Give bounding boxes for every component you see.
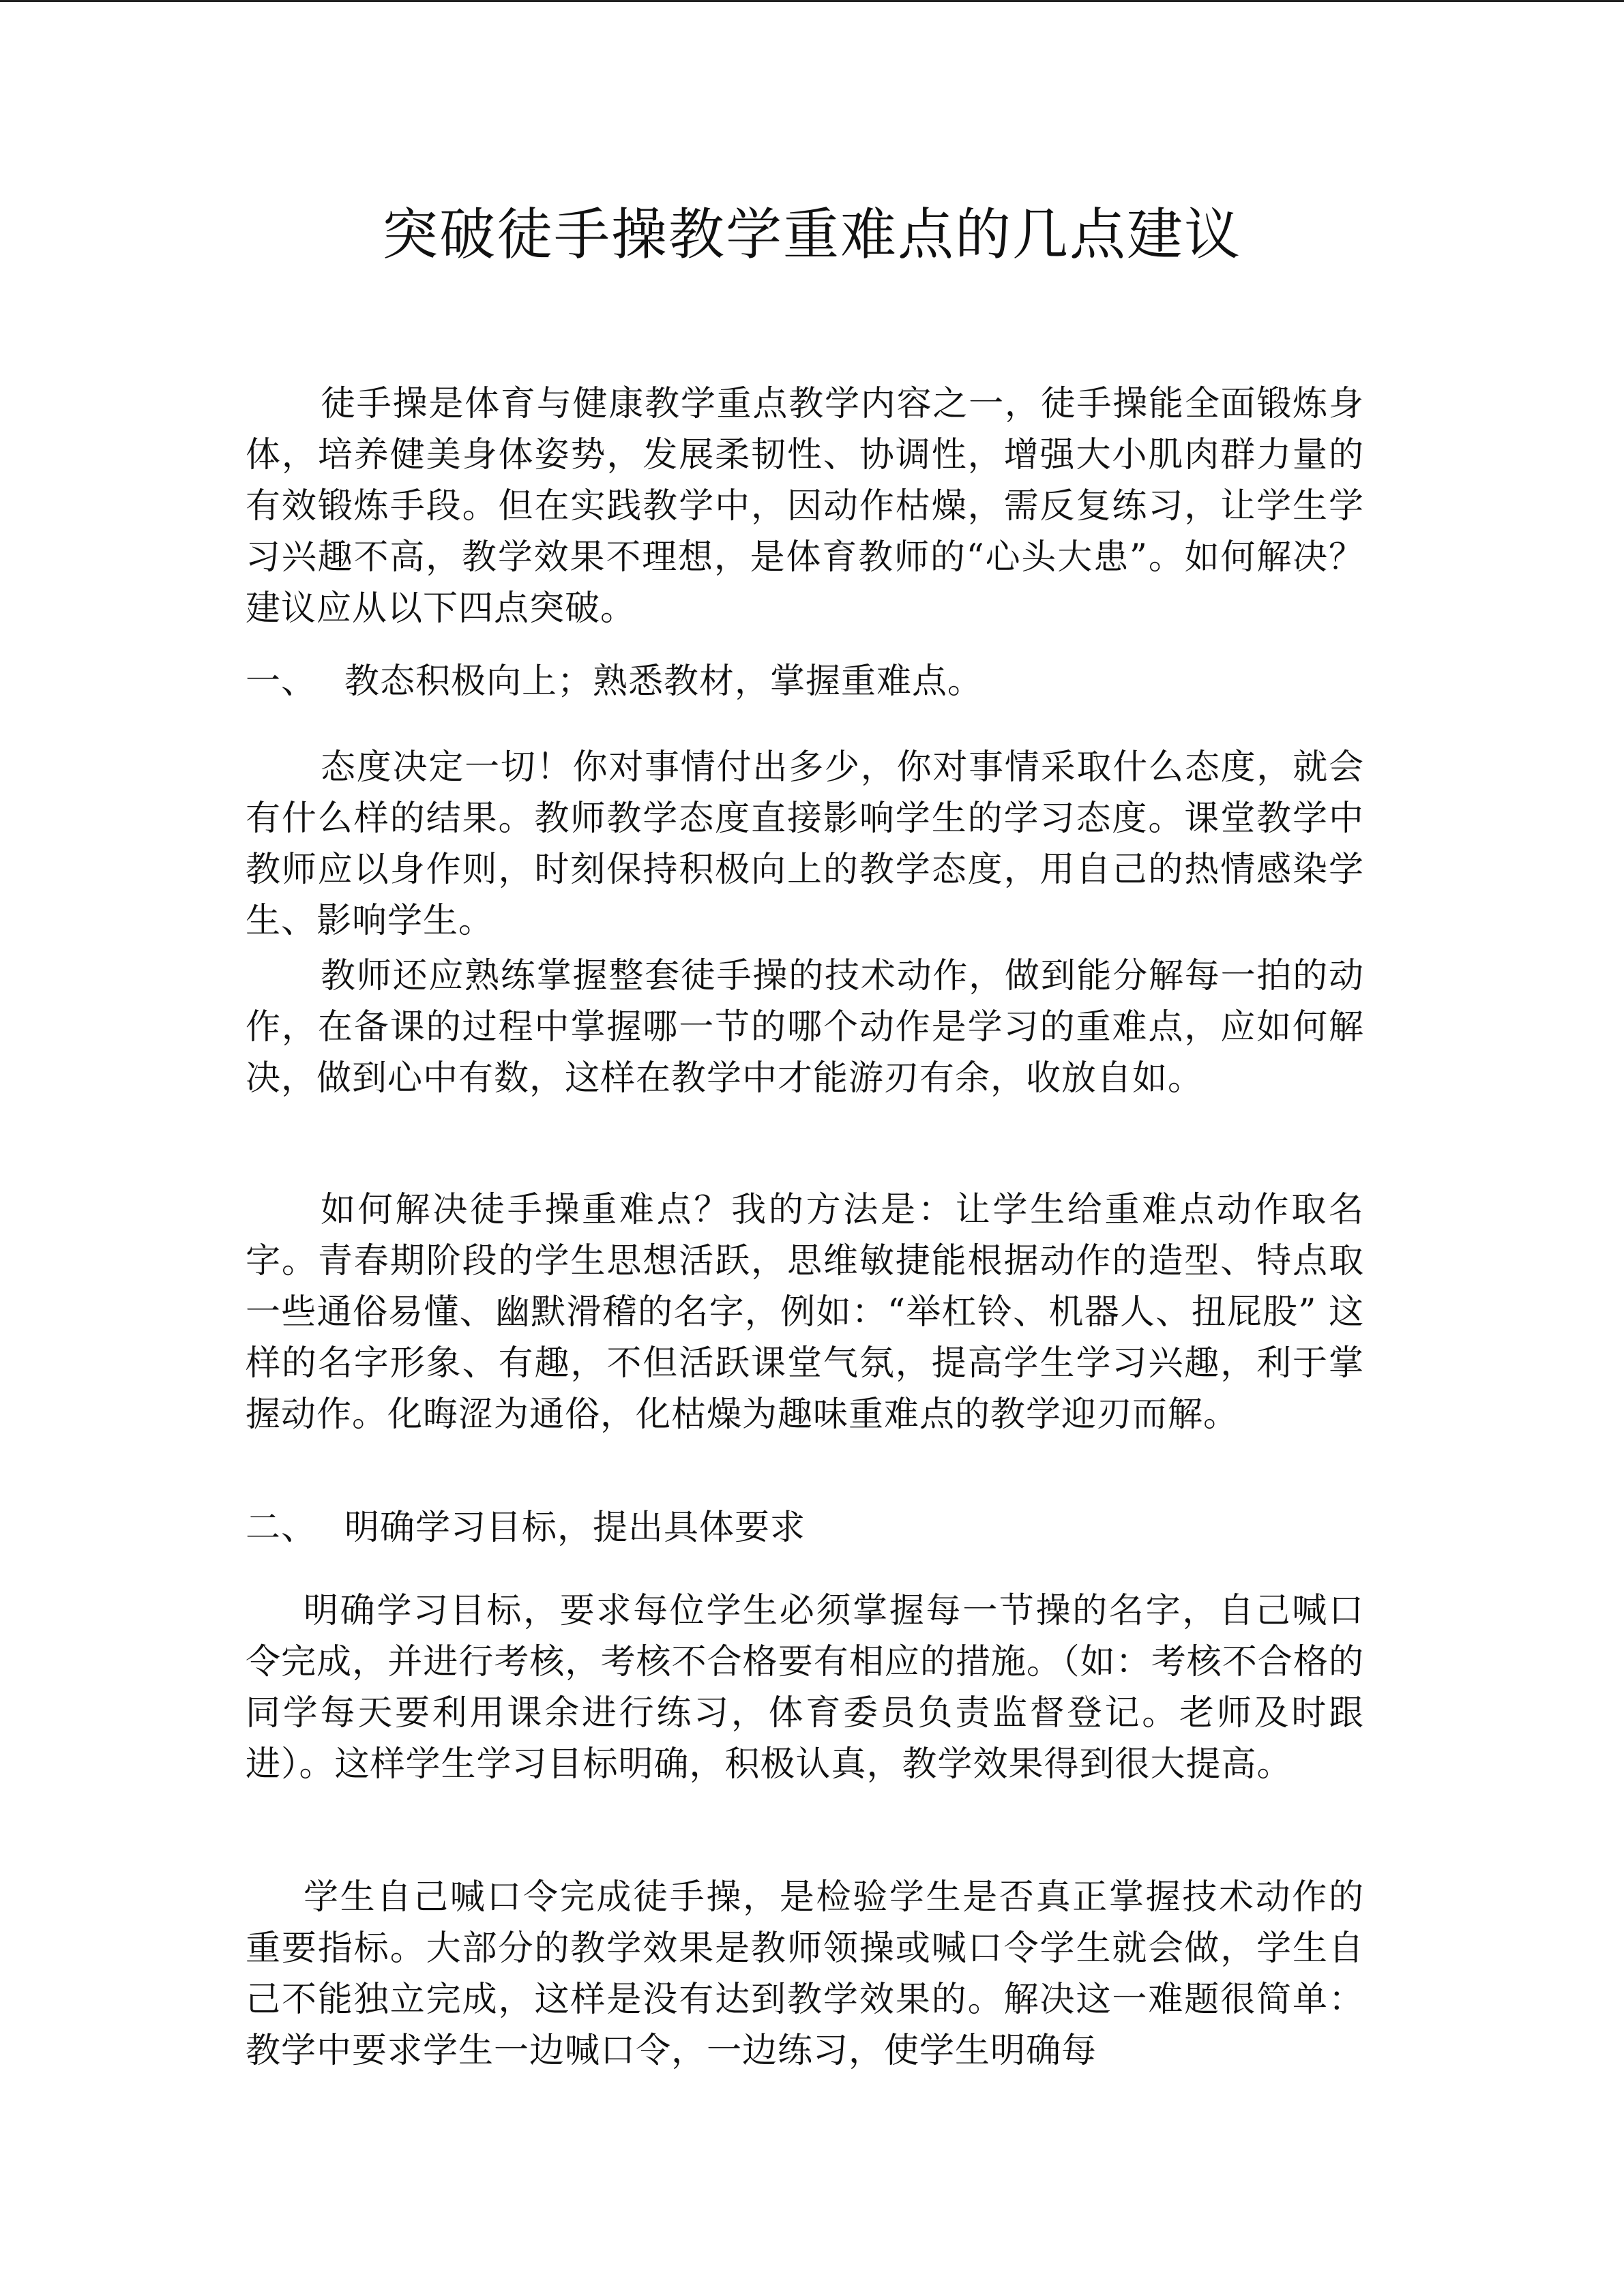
top-border-line (0, 0, 1624, 2)
document-title: 突破徒手操教学重难点的几点建议 (381, 203, 1241, 267)
section-2-paragraph-1: 明确学习目标，要求每位学生必须掌握每一节操的名字，自己喊口令完成，并进行考核，考核不合格要有相应的措施。（如：考核不合格的同学每天要利用课余进行练习，体育委员负责监督登记。老师及时跟进）。这样学生学习目标明确，积极认真，教学效果得到很大提高。 (246, 1591, 1364, 1785)
section-2-paragraph-2: 学生自己喊口令完成徒手操，是检验学生是否真正掌握技术动作的重要指标。大部分的教学效果是教师领操或喊口令学生就会做，学生自己不能独立完成，这样是没有达到教学效果的。解决这一难题很简单：教学中要求学生一边喊口令，一边练习，使学生明确每 (246, 1877, 1364, 2071)
section-2-heading-text: 明确学习目标，提出具体要求 (344, 1508, 806, 1548)
section-1-number: 一、 (246, 661, 317, 702)
section-2-heading (246, 1502, 1364, 1553)
section-1-paragraph-1: 态度决定一切！你对事情付出多少，你对事情采取什么态度，就会有什么样的结果。教师教学态度直接影响学生的学习态度。课堂教学中教师应以身作则，时刻保持积极向上的教学态度，用自己的热情感染学生、影响学生。 (246, 747, 1364, 941)
section-1-heading-text: 教态积极向上；熟悉教材，掌握重难点。 (344, 661, 984, 702)
section-1-paragraph-2: 教师还应熟练掌握整套徒手操的技术动作，做到能分解每一拍的动作，在备课的过程中掌握哪一节的哪个动作是学习的重难点，应如何解决，做到心中有数，这样在教学中才能游刃有余，收放自如。 (246, 956, 1364, 1099)
section-1-paragraph-3: 如何解决徒手操重难点？我的方法是：让学生给重难点动作取名字。青春期阶段的学生思想活跃，思维敏捷能根据动作的造型、特点取一些通俗易懂、幽默滑稽的名字，例如：“举杠铃、机器人、扭屁股” 这样的名字形象、有趣，不但活跃课堂气氛，提高学生学习兴趣，利于掌握动作。化晦涩为通俗，化枯燥为趣味重难点的教学迎刃而解。 (246, 1190, 1364, 1435)
intro-paragraph: 徒手操是体育与健康教学重点教学内容之一，徒手操能全面锻炼身体，培养健美身体姿势，发展柔韧性、协调性，增强大小肌肉群力量的有效锻炼手段。但在实践教学中，因动作枯燥，需反复练习，让学生学习兴趣不高，教学效果不理想，是体育教师的“心头大患”。如何解决？建议应从以下四点突破。 (246, 384, 1364, 629)
section-2-number: 二、 (246, 1508, 317, 1548)
section-1-heading (246, 656, 1364, 707)
